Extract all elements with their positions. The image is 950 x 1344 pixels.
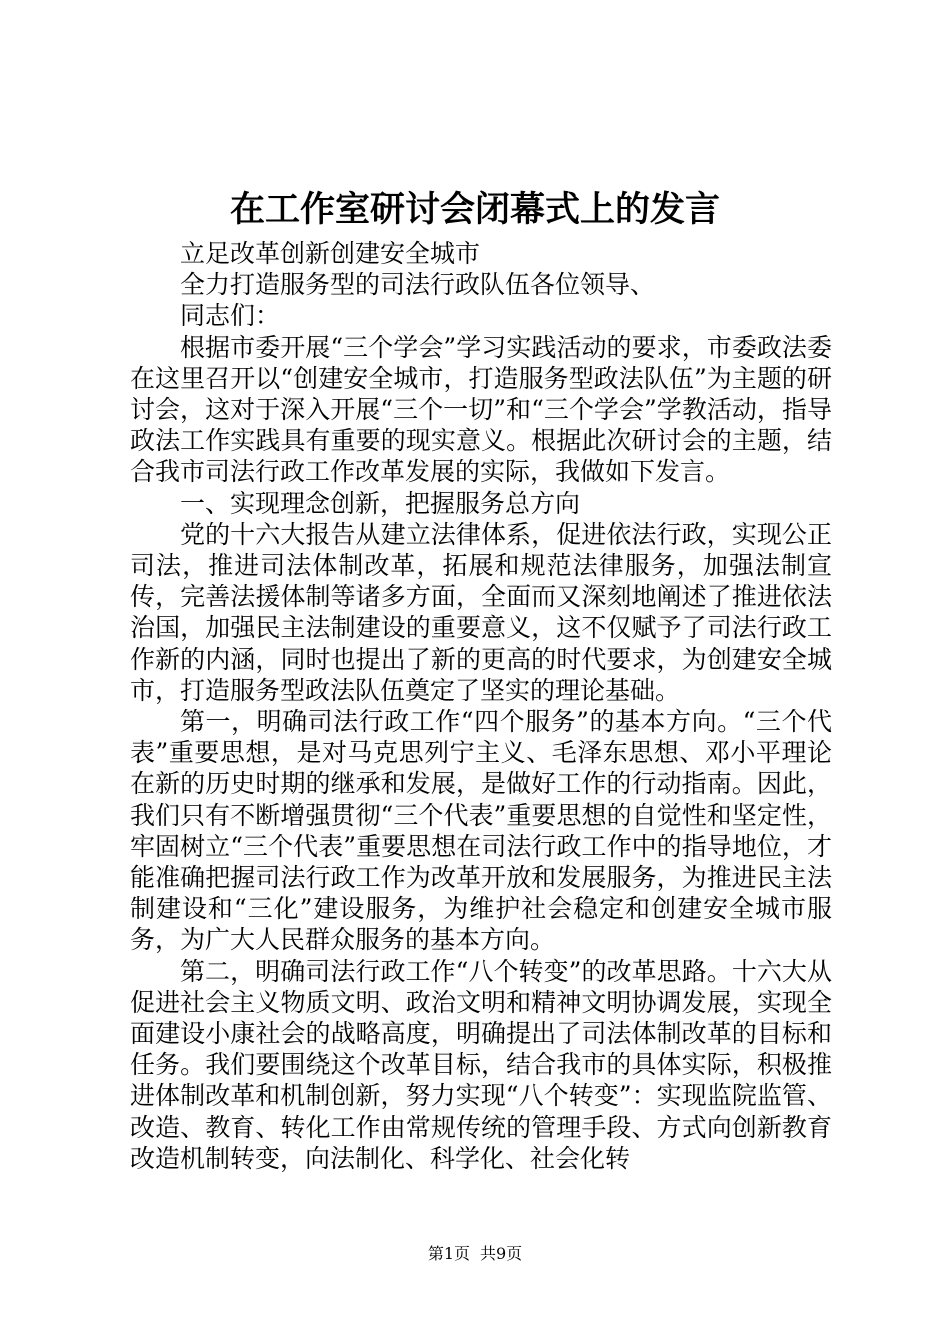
paragraph: 第二，明确司法行政工作“八个转变”的改革思路。十六大从促进社会主义物质文明、政治文明和精神文明协调发展，实现全面建设小康社会的战略高度，明确提出了司法体制改革的目标和任务。我们要围绕这个改革目标，结合我市的具体实际，积极推进体制改革和机制创新，努力实现“八个转变”：实现监院监管、改造、教育、转化工作由常规传统的管理手段、方式向创新教育改造机制转变，向法制化、科学化、社会化转 xyxy=(130,956,832,1173)
page-number-total: 共9页 xyxy=(480,1244,523,1263)
paragraph: 根据市委开展“三个学会”学习实践活动的要求，市委政法委在这里召开以“创建安全城市，打造服务型政法队伍”为主题的研讨会，这对于深入开展“三个一切”和“三个学会”学教活动，指导政法工作实践具有重要的现实意义。根据此次研讨会的主题，结合我市司法行政工作改革发展的实际，我做如下发言。 xyxy=(130,332,832,487)
paragraph: 全力打造服务型的司法行政队伍各位领导、 xyxy=(180,270,656,300)
section-heading: 一、实现理念创新，把握服务总方向 xyxy=(180,488,581,518)
paragraph: 同志们： xyxy=(180,301,281,331)
paragraph: 第一，明确司法行政工作“四个服务”的基本方向。“三个代表”重要思想，是对马克思列宁主义、毛泽东思想、邓小平理论在新的历史时期的继承和发展，是做好工作的行动指南。因此，我们只有不断增强贯彻“三个代表”重要思想的自觉性和坚定性，牢固树立“三个代表”重要思想在司法行政工作中的指导地位，才能准确把握司法行政工作为改革开放和发展服务，为推进民主法制建设和“三化”建设服务，为维护社会稳定和创建安全城市服务，为广大人民群众服务的基本方向。 xyxy=(130,707,832,955)
document-title: 在工作室研讨会闭幕式上的发言 xyxy=(229,189,720,230)
paragraph: 党的十六大报告从建立法律体系，促进依法行政，实现公正司法，推进司法体制改革，拓展和规范法律服务，加强法制宣传，完善法援体制等诸多方面，全面而又深刻地阐述了推进依法治国，加强民主法制建设的重要意义，这不仅赋予了司法行政工作新的内涵，同时也提出了新的更高的时代要求，为创建安全城市，打造服务型政法队伍奠定了坚实的理论基础。 xyxy=(130,519,832,705)
document-body xyxy=(130,238,832,1174)
page-number-current: 第1页 xyxy=(427,1244,470,1263)
page-footer xyxy=(0,1243,950,1265)
paragraph: 立足改革创新创建安全城市 xyxy=(180,239,481,268)
